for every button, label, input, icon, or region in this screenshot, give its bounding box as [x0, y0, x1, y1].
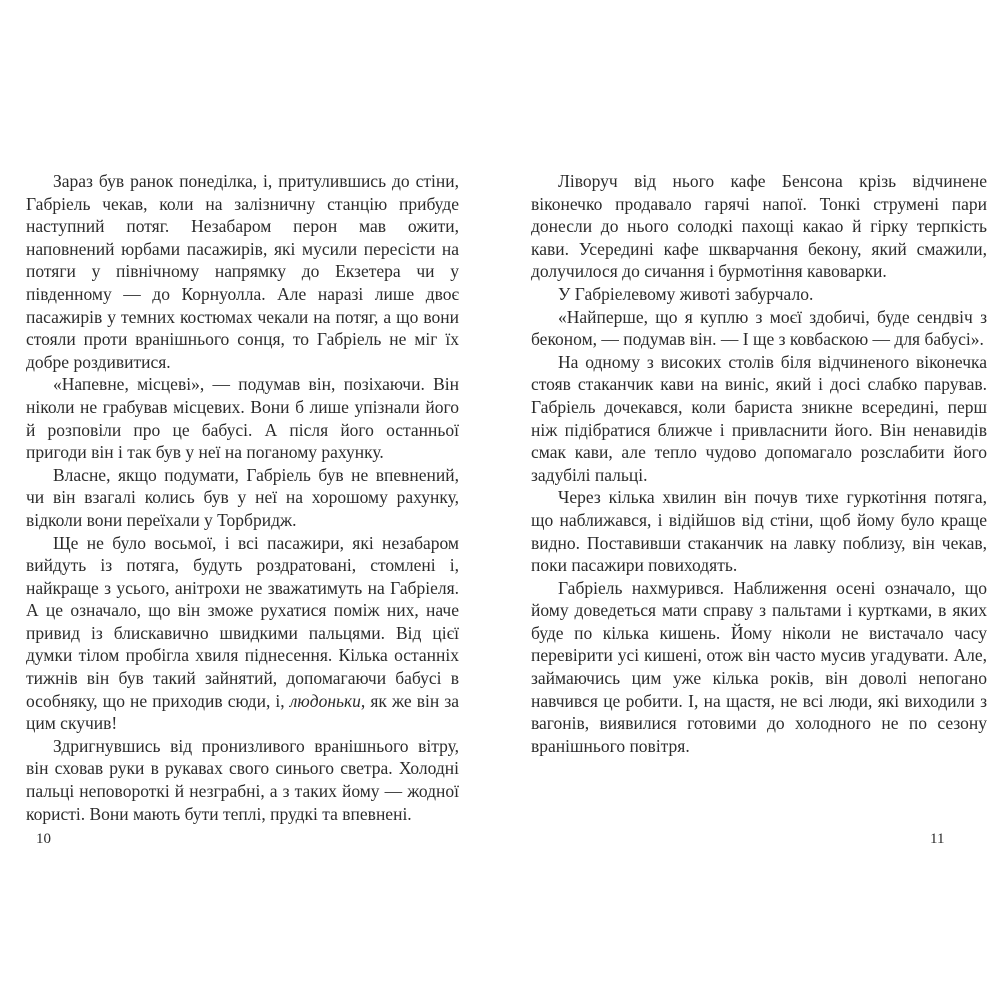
paragraph-text: Ще не було восьмої, і всі пасажири, які незабаром вийдуть із потяга, будуть роздратовані, стомлені і, найкраще з усього, анітрохи не зважатимуть на Габріеля. А це означало, що він зможе рухатися поміж них, наче привид із блискавично швидкими пальцями. Від цієї думки тілом пробігла хвиля піднесення. Кілька останніх тижнів він був такий зайнятий, допомагаючи бабусі в особняку, що не приходив сюди, і,: [26, 532, 459, 711]
paragraph: У Габріелевому животі забурчало.: [558, 283, 814, 304]
paragraph: Через кілька хвилин він почув тихе гуркотіння потяга, що наближався, і відійшов від стіни, щоб йому було краще видно. Поставивши стаканчик на лавку поблизу, він чекав, поки пасажири повиходять.: [531, 487, 987, 576]
paragraph: Зараз був ранок понеділка, і, притулившись до стіни, Габріель чекав, коли на залізничну станцію прибуде наступний потяг. Незабаром перон мав ожити, наповнений юрбами пасажирів, які мусили пересісти на потяги у північному напрямку до Екзетера чи у південному — до Корнуолла. Але наразі лише двоє пасажирів у темних костюмах чекали на потяг, а що вони стояли проти вранішнього сонця, то Габріель не міг їх добре роздивитися.: [26, 171, 459, 372]
paragraph: [26, 532, 459, 735]
paragraph: Здригнувшись від пронизливого вранішнього вітру, він сховав руки в рукавах свого синього светра. Холодні пальці неповороткі й незграбні, а з таких йому — жодної користі. Вони мають бути теплі, прудкі та впевнені.: [26, 735, 459, 824]
paragraph: На одному з високих столів біля відчиненого віконечка стояв стаканчик кави на виніс, який і досі слабко парував. Габріель дочекався, коли бариста зникне всередині, перш ніж підібратися ближче і привласнити його. Він ненавидів смак кави, але тепло чудово допомагало розслабити його задубілі пальці.: [531, 351, 987, 485]
paragraph: «Напевне, місцеві», — подумав він, позіхаючи. Він ніколи не грабував місцевих. Вони б лише упізнали його й розповіли про це бабусі. А після його останньої пригоди він і так був у неї на поганому рахунку.: [26, 374, 459, 463]
right-page-text-column: [531, 170, 987, 757]
paragraph-text: , як же він за цим скучив!: [26, 690, 459, 734]
left-page-number: 10: [36, 831, 51, 847]
left-page-text-column: [26, 170, 459, 825]
paragraph: Габріель нахмурився. Наближення осені означало, що йому доведеться мати справу з пальтами і куртками, в яких буде по кілька кишень. Йому ніколи не вистачало часу перевірити усі кишені, отож він часто мусив угадувати. Але, займаючись цим уже кілька років, він доволі непогано навчився це робити. І, на щастя, не всі люди, які виходили з вагонів, виявилися готовими до холодного не по сезону вранішнього повітря.: [531, 577, 987, 756]
paragraph: Власне, якщо подумати, Габріель був не впевнений, чи він взагалі колись був у неї на хорошому рахунку, відколи вони переїхали у Торбридж.: [26, 464, 459, 530]
paragraph: «Найперше, що я куплю з моєї здобичі, буде сендвіч з беконом, — подумав він. — І ще з ковбаскою — для бабусі».: [531, 306, 987, 350]
paragraph: Ліворуч від нього кафе Бенсона крізь відчинене віконечко продавало гарячі напої. Тонкі струмені пари донесли до нього солодкі пахощі какао й гірку терпкість кави. Усередині кафе шкварчання бекону, який смажили, долучилося до сичання і бурмотіння кавоварки.: [531, 171, 987, 282]
italic-word: людоньки: [289, 690, 361, 711]
right-page-number: 11: [930, 831, 945, 847]
